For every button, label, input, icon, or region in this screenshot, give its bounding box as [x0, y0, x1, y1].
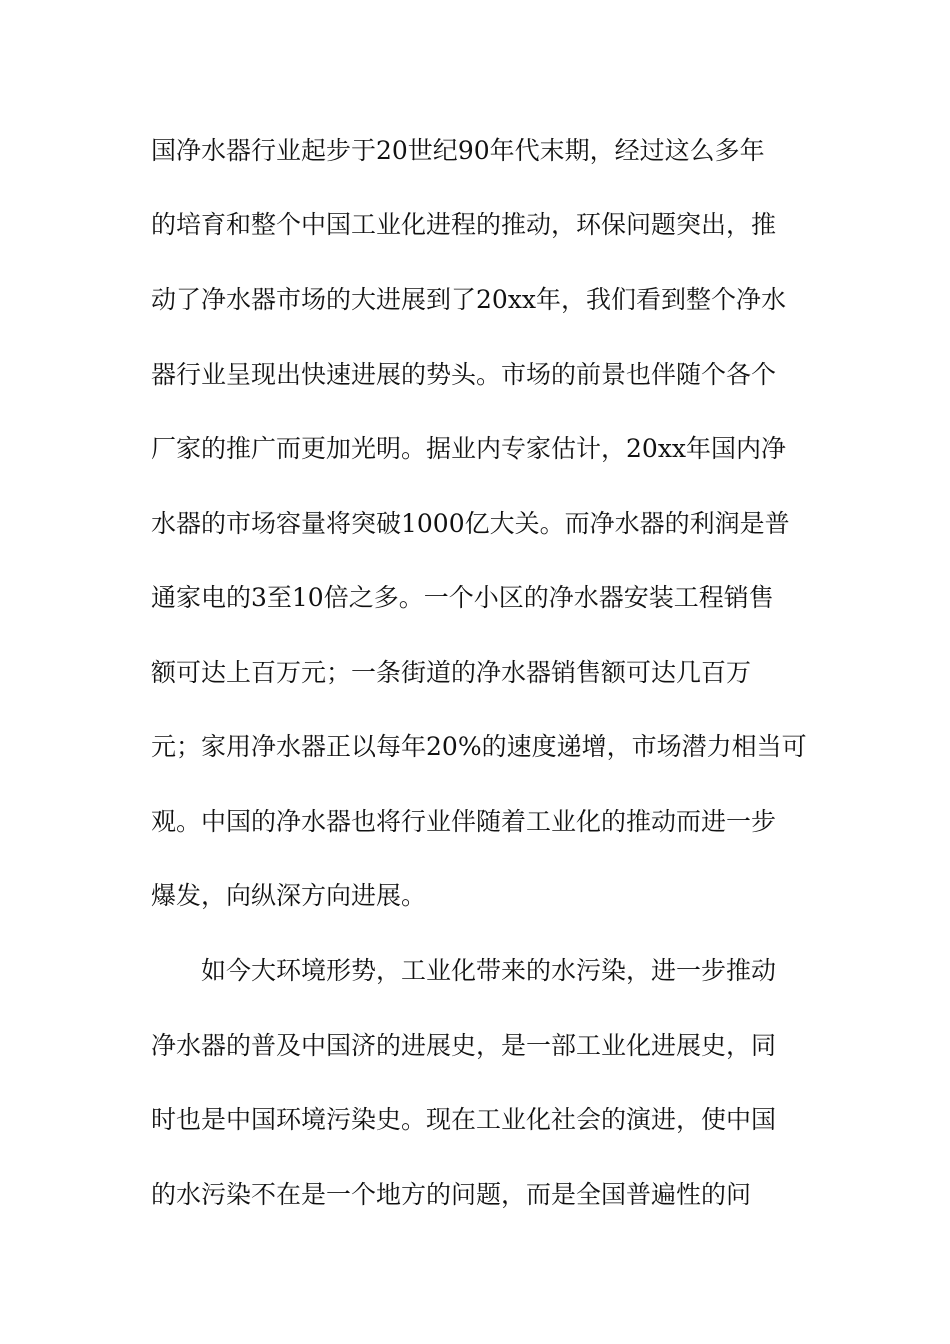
text-line: 如今大环境形势，工业化带来的水污染，进一步推动 [201, 956, 777, 985]
text-line: 爆发，向纵深方向进展。 [151, 881, 427, 910]
text-line: 额可达上百万元；一条街道的净水器销售额可达几百万 [151, 658, 752, 687]
text-line: 水器的市场容量将突破1000亿大关。而净水器的利润是普 [151, 509, 790, 538]
text-line: 通家电的3至10倍之多。一个小区的净水器安装工程销售 [151, 583, 774, 612]
text-line: 观。中国的净水器也将行业伴随着工业化的推动而进一步 [151, 807, 777, 836]
text-line: 国净水器行业起步于20世纪90年代末期，经过这么多年 [151, 136, 765, 165]
text-line: 器行业呈现出快速进展的势头。市场的前景也伴随个各个 [151, 360, 777, 389]
text-line: 的水污染不在是一个地方的问题，而是全国普遍性的问 [151, 1180, 752, 1209]
text-line: 的培育和整个中国工业化进程的推动，环保问题突出，推 [151, 210, 777, 239]
text-line: 元；家用净水器正以每年20%的速度递增，市场潜力相当可 [151, 732, 807, 761]
text-line: 厂家的推广而更加光明。据业内专家估计，20xx年国内净 [151, 434, 787, 463]
text-line: 净水器的普及中国济的进展史，是一部工业化进展史，同 [151, 1031, 777, 1060]
text-line: 时也是中国环境污染史。现在工业化社会的演进，使中国 [151, 1105, 777, 1134]
text-line: 动了净水器市场的大进展到了20xx年，我们看到整个净水 [151, 285, 787, 314]
